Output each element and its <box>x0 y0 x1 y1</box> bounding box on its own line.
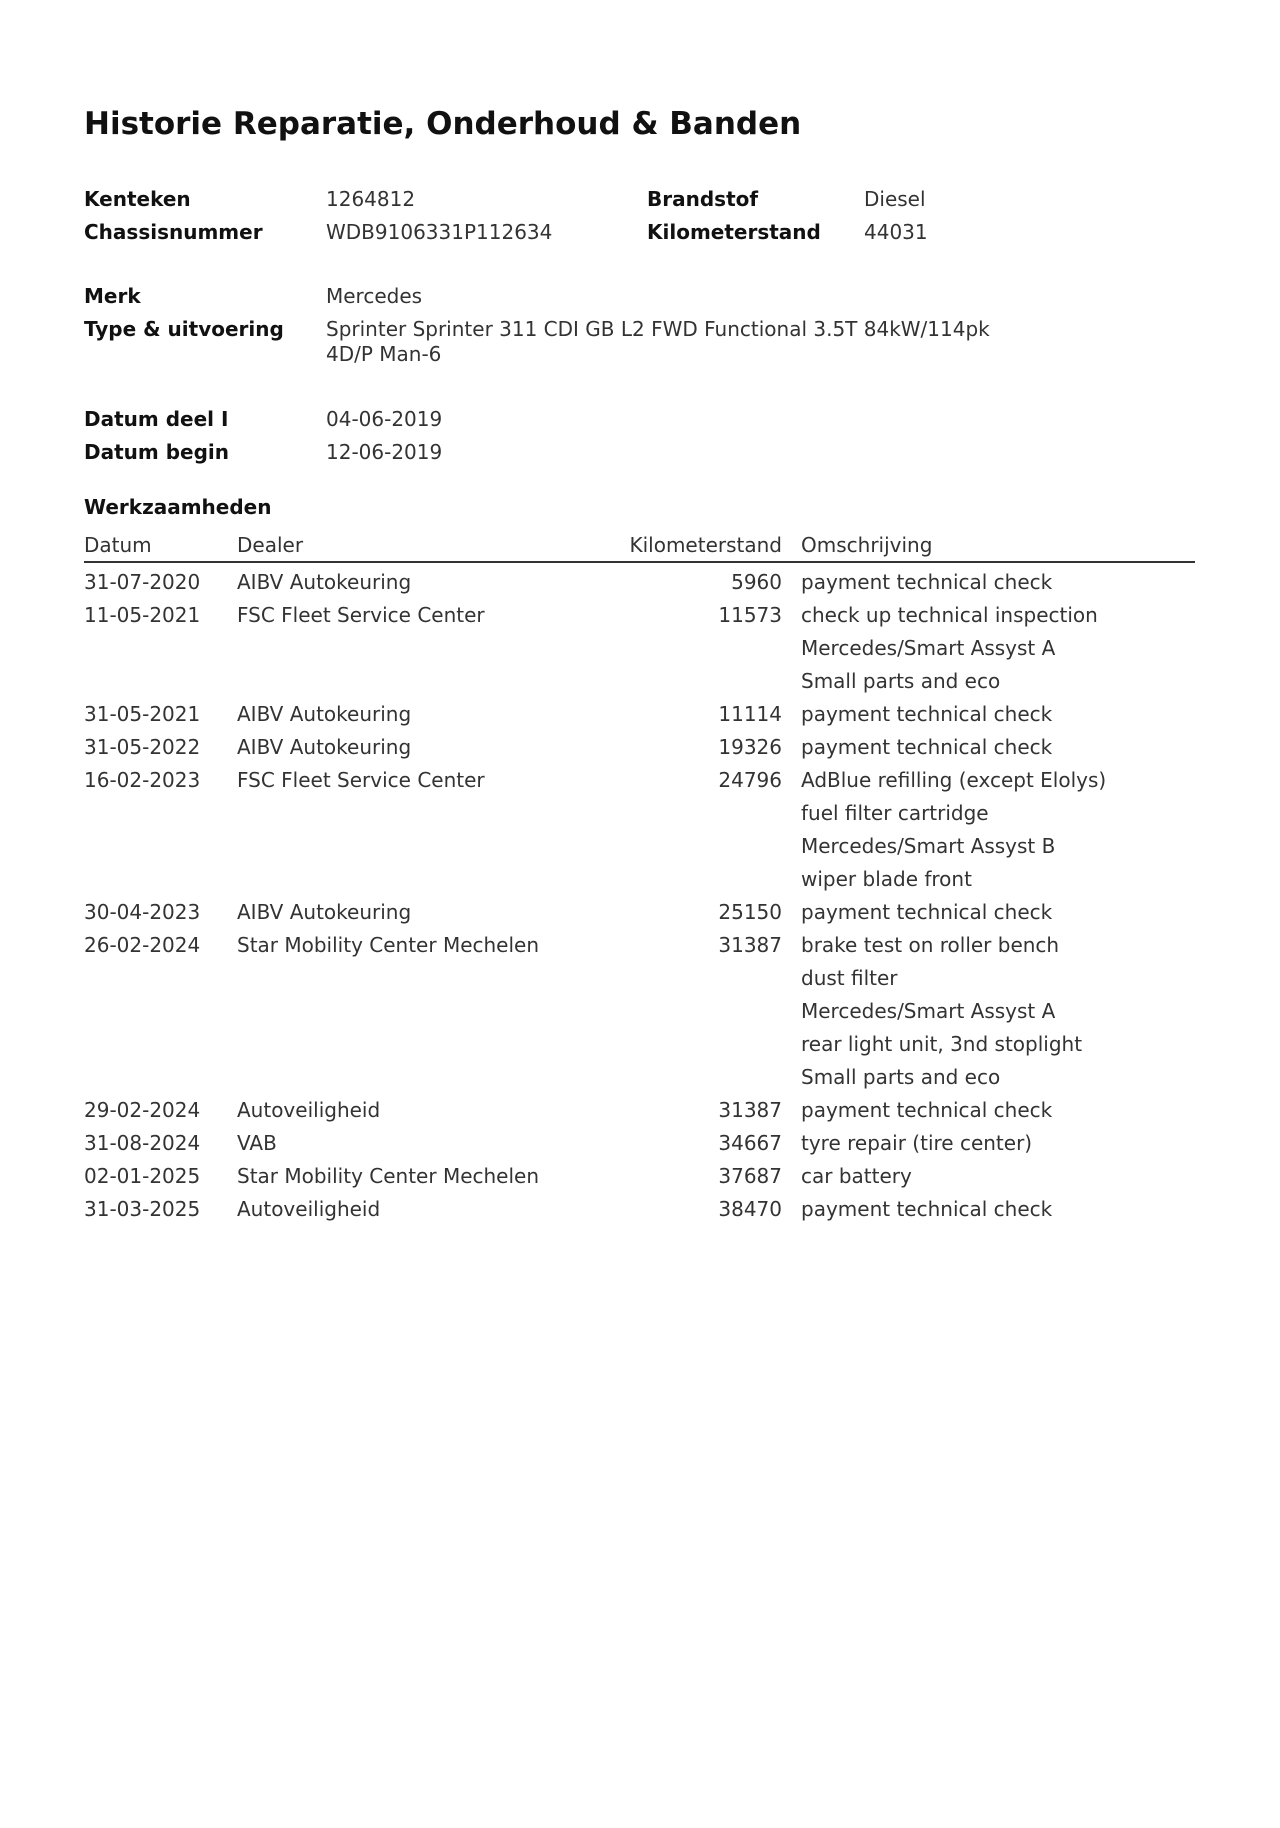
datum-begin-value: 12-06-2019 <box>326 440 443 464</box>
row-omschrijving <box>801 929 1082 1094</box>
datum-deel-value: 04-06-2019 <box>326 407 443 431</box>
row-kilometerstand: 34667 <box>718 1131 782 1155</box>
row-omschrijving <box>801 1160 912 1193</box>
row-dealer: Autoveiligheid <box>237 1197 381 1221</box>
description-line: AdBlue refilling (except Elolys) <box>801 768 1107 792</box>
row-date: 16-02-2023 <box>84 768 201 792</box>
kenteken-label: Kenteken <box>84 187 191 211</box>
work-table-body <box>0 566 1280 1226</box>
column-header-omschrijving: Omschrijving <box>801 533 933 557</box>
row-dealer: AIBV Autokeuring <box>237 735 412 759</box>
header-divider <box>84 561 1195 563</box>
row-kilometerstand: 5960 <box>731 570 782 594</box>
table-row <box>0 566 1280 599</box>
row-date: 31-05-2022 <box>84 735 201 759</box>
table-row <box>0 1160 1280 1193</box>
table-row <box>0 929 1280 1094</box>
chassis-label: Chassisnummer <box>84 220 263 244</box>
row-omschrijving <box>801 1193 1052 1226</box>
description-line: Small parts and eco <box>801 669 1001 693</box>
row-dealer: AIBV Autokeuring <box>237 702 412 726</box>
row-date: 31-05-2021 <box>84 702 201 726</box>
row-omschrijving <box>801 599 1098 698</box>
datum-begin-label: Datum begin <box>84 440 229 464</box>
row-kilometerstand: 37687 <box>718 1164 782 1188</box>
description-line: payment technical check <box>801 1197 1053 1221</box>
row-dealer: Star Mobility Center Mechelen <box>237 1164 540 1188</box>
row-kilometerstand: 31387 <box>718 1098 782 1122</box>
chassis-value: WDB9106331P112634 <box>326 220 553 244</box>
description-line: check up technical inspection <box>801 603 1098 627</box>
description-line: payment technical check <box>801 735 1053 759</box>
row-dealer: FSC Fleet Service Center <box>237 768 485 792</box>
description-line: Mercedes/Smart Assyst B <box>801 834 1056 858</box>
merk-value: Mercedes <box>326 284 423 308</box>
description-line: Mercedes/Smart Assyst A <box>801 999 1056 1023</box>
row-kilometerstand: 11114 <box>718 702 782 726</box>
row-omschrijving <box>801 698 1052 731</box>
description-line: brake test on roller bench <box>801 933 1060 957</box>
row-date: 31-07-2020 <box>84 570 201 594</box>
description-line: tyre repair (tire center) <box>801 1131 1033 1155</box>
page-title: Historie Reparatie, Onderhoud & Banden <box>84 106 802 142</box>
merk-label: Merk <box>84 284 141 308</box>
werkzaamheden-heading: Werkzaamheden <box>84 495 272 519</box>
description-line: payment technical check <box>801 1098 1053 1122</box>
row-date: 31-03-2025 <box>84 1197 201 1221</box>
row-kilometerstand: 31387 <box>718 933 782 957</box>
table-row <box>0 1094 1280 1127</box>
description-line: car battery <box>801 1164 912 1188</box>
type-value: Sprinter Sprinter 311 CDI GB L2 FWD Functional 3.5T 84kW/114pk 4D/P Man-6 <box>326 317 990 366</box>
row-kilometerstand: 24796 <box>718 768 782 792</box>
row-dealer: AIBV Autokeuring <box>237 570 412 594</box>
datum-deel-label: Datum deel I <box>84 407 229 431</box>
description-line: wiper blade front <box>801 867 972 891</box>
table-row <box>0 698 1280 731</box>
description-line: payment technical check <box>801 570 1053 594</box>
kilometerstand-value: 44031 <box>864 220 928 244</box>
column-header-dealer: Dealer <box>237 533 304 557</box>
table-row <box>0 599 1280 698</box>
row-omschrijving <box>801 764 1106 896</box>
row-omschrijving <box>801 1127 1032 1160</box>
row-dealer: VAB <box>237 1131 277 1155</box>
row-date: 26-02-2024 <box>84 933 201 957</box>
row-date: 31-08-2024 <box>84 1131 201 1155</box>
table-row <box>0 764 1280 896</box>
row-dealer: FSC Fleet Service Center <box>237 603 485 627</box>
column-header-datum: Datum <box>84 533 152 557</box>
table-row <box>0 731 1280 764</box>
row-date: 02-01-2025 <box>84 1164 201 1188</box>
row-omschrijving <box>801 731 1052 764</box>
row-omschrijving <box>801 1094 1052 1127</box>
row-omschrijving <box>801 566 1052 599</box>
description-line: Small parts and eco <box>801 1065 1001 1089</box>
brandstof-value: Diesel <box>864 187 926 211</box>
row-date: 11-05-2021 <box>84 603 201 627</box>
row-kilometerstand: 11573 <box>718 603 782 627</box>
row-dealer: Autoveiligheid <box>237 1098 381 1122</box>
description-line: payment technical check <box>801 702 1053 726</box>
description-line: rear light unit, 3nd stoplight <box>801 1032 1083 1056</box>
brandstof-label: Brandstof <box>647 187 759 211</box>
description-line: payment technical check <box>801 900 1053 924</box>
table-row <box>0 1127 1280 1160</box>
type-label: Type & uitvoering <box>84 317 284 341</box>
row-omschrijving <box>801 896 1052 929</box>
row-kilometerstand: 25150 <box>718 900 782 924</box>
table-row <box>0 1193 1280 1226</box>
kilometerstand-label: Kilometerstand <box>647 220 821 244</box>
row-kilometerstand: 38470 <box>718 1197 782 1221</box>
row-kilometerstand: 19326 <box>718 735 782 759</box>
description-line: Mercedes/Smart Assyst A <box>801 636 1056 660</box>
description-line: fuel filter cartridge <box>801 801 989 825</box>
kenteken-value: 1264812 <box>326 187 416 211</box>
description-line: dust filter <box>801 966 898 990</box>
row-date: 29-02-2024 <box>84 1098 201 1122</box>
row-dealer: AIBV Autokeuring <box>237 900 412 924</box>
table-row <box>0 896 1280 929</box>
column-header-kilometerstand: Kilometerstand <box>629 533 782 557</box>
row-date: 30-04-2023 <box>84 900 201 924</box>
row-dealer: Star Mobility Center Mechelen <box>237 933 540 957</box>
